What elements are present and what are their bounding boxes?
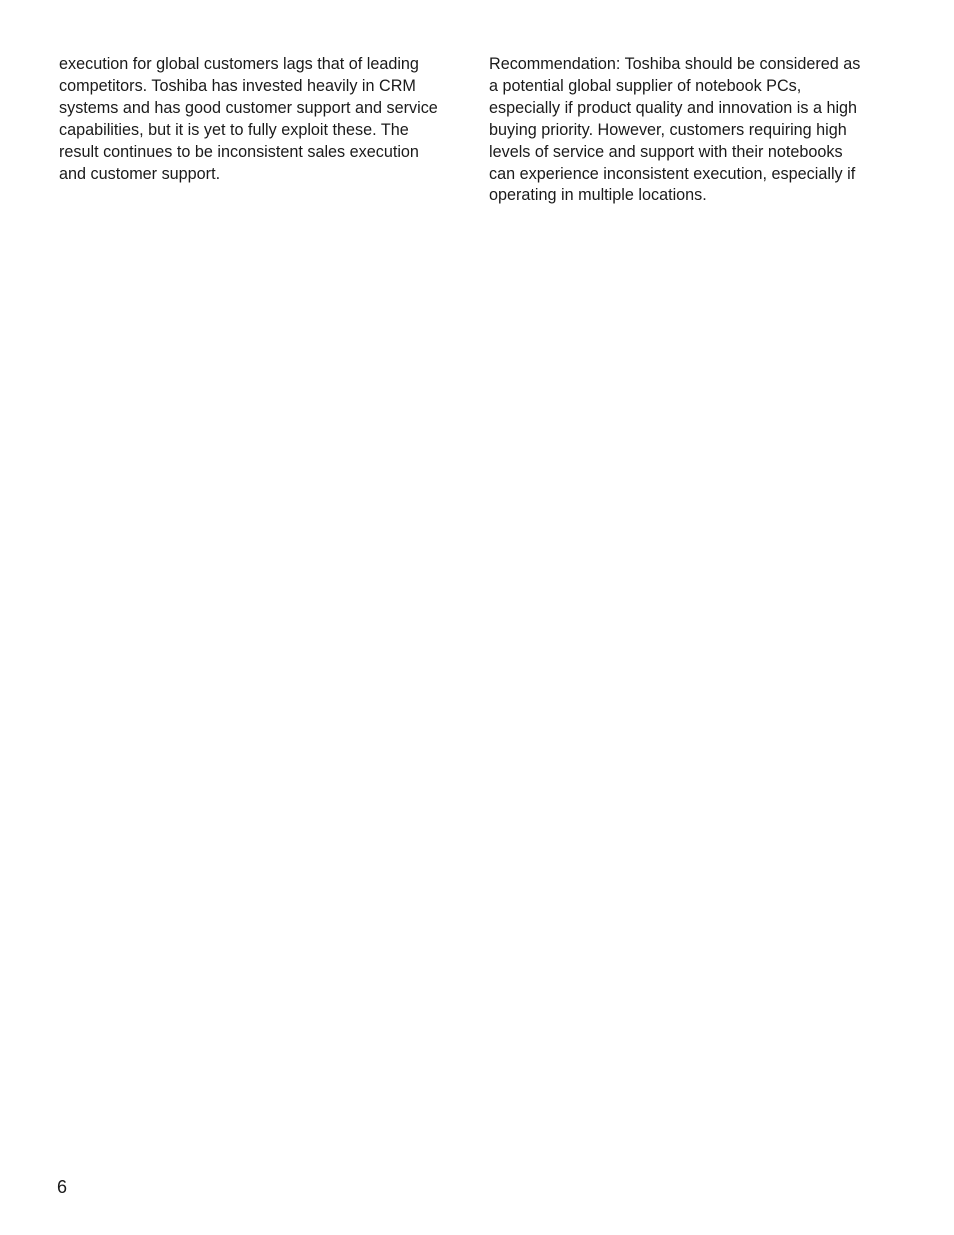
text-line: can experience inconsistent execution, especially if xyxy=(489,164,856,183)
text-line: buying priority. However, customers requiring high xyxy=(489,120,847,139)
recommendation-line: Recommendation: Toshiba should be considered as xyxy=(489,55,861,73)
text-line: execution for global customers lags that of leading xyxy=(59,55,419,73)
right-text-column xyxy=(489,54,899,207)
text-line: levels of service and support with their notebooks xyxy=(489,142,843,161)
text-line: result continues to be inconsistent sales execution xyxy=(59,142,419,161)
text-line: capabilities, but it is yet to fully exploit these. The xyxy=(59,120,409,139)
text-line: and customer support. xyxy=(59,164,221,183)
left-text-column xyxy=(59,54,471,185)
text-line: competitors. Toshiba has invested heavily in CRM xyxy=(59,76,416,95)
text-line: especially if product quality and innovation is a high xyxy=(489,98,858,117)
text-line: systems and has good customer support and service xyxy=(59,98,438,117)
page-number: 6 xyxy=(57,1177,68,1197)
text-line: operating in multiple locations. xyxy=(489,186,707,205)
text-line: a potential global supplier of notebook PCs, xyxy=(489,76,802,95)
